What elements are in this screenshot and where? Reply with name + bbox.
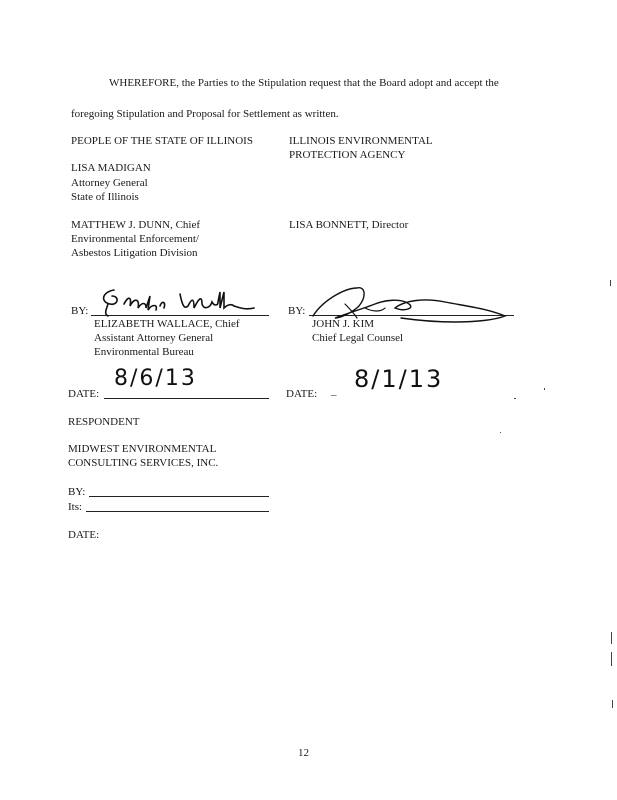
- left-date-handwritten: 8/6/13: [114, 366, 197, 391]
- chief-division-2: Asbestos Litigation Division: [71, 247, 198, 259]
- left-signer-name: ELIZABETH WALLACE, Chief: [94, 318, 240, 330]
- scan-mark: [610, 280, 611, 286]
- scan-mark: [500, 432, 501, 433]
- right-date-handwritten: 8/1/13: [354, 365, 444, 393]
- ag-name: LISA MADIGAN: [71, 162, 151, 174]
- scan-mark: [611, 652, 612, 666]
- right-signer-title: Chief Legal Counsel: [312, 332, 404, 344]
- respondent-its-line: [86, 511, 269, 512]
- chief-division-1: Environmental Enforcement/: [71, 233, 199, 245]
- right-party-1: ILLINOIS ENVIRONMENTAL: [289, 135, 433, 147]
- respondent-by-label: BY:: [68, 486, 86, 498]
- right-date-label: DATE:: [286, 388, 318, 400]
- intro-line-2: foregoing Stipulation and Proposal for Settlement as written.: [71, 108, 339, 120]
- respondent-company-2: CONSULTING SERVICES, INC.: [68, 457, 219, 469]
- right-signer-name: JOHN J. KIM: [312, 318, 375, 330]
- left-signer-title-1: Assistant Attorney General: [94, 332, 214, 344]
- ag-state: State of Illinois: [71, 191, 139, 203]
- right-by-label: BY:: [288, 305, 306, 317]
- left-date-label: DATE:: [68, 388, 100, 400]
- respondent-by-line: [89, 496, 269, 497]
- left-by-label: BY:: [71, 305, 89, 317]
- respondent-heading: RESPONDENT: [68, 416, 140, 428]
- scan-mark: [611, 632, 612, 644]
- director-name: LISA BONNETT, Director: [289, 219, 409, 231]
- left-date-line: [104, 398, 269, 399]
- scan-mark: [514, 398, 516, 399]
- chief-name: MATTHEW J. DUNN, Chief: [71, 219, 201, 231]
- ag-title: Attorney General: [71, 177, 148, 189]
- intro-line-1: WHEREFORE, the Parties to the Stipulation request that the Board adopt and accept the: [109, 77, 499, 89]
- page-number: 12: [298, 747, 309, 759]
- respondent-date-label: DATE:: [68, 529, 100, 541]
- scan-mark: [612, 700, 613, 708]
- right-party-2: PROTECTION AGENCY: [289, 149, 406, 161]
- right-date-dash: _: [331, 385, 337, 397]
- left-party: PEOPLE OF THE STATE OF ILLINOIS: [71, 135, 253, 147]
- left-signer-title-2: Environmental Bureau: [94, 346, 194, 358]
- respondent-company-1: MIDWEST ENVIRONMENTAL: [68, 443, 217, 455]
- scan-mark: [544, 388, 545, 390]
- respondent-its-label: Its:: [68, 501, 83, 513]
